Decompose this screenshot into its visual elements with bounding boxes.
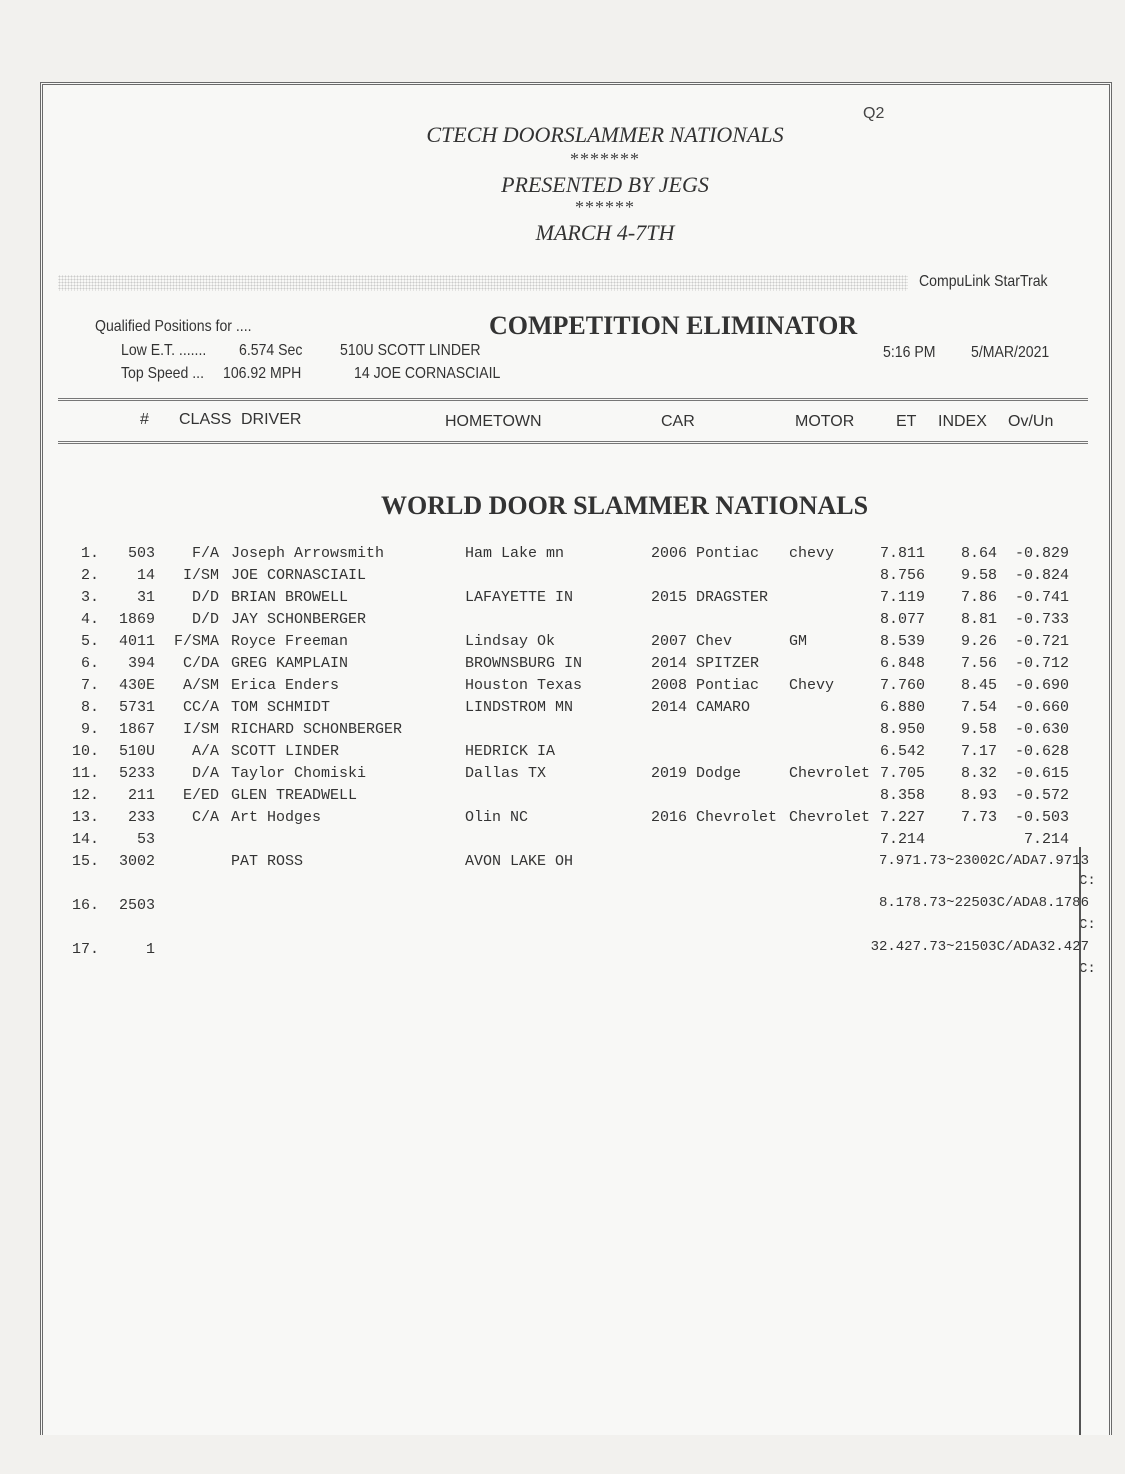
row-index: 9.58 xyxy=(960,567,997,584)
row-position: 4. xyxy=(80,611,99,628)
row-index: 7.17 xyxy=(960,743,997,760)
row-position: 14. xyxy=(71,831,99,848)
row-hometown: Olin NC xyxy=(465,809,529,826)
row-index: 8.81 xyxy=(960,611,997,628)
row-hometown: BROWNSBURG IN xyxy=(465,655,583,672)
row-driver: SCOTT LINDER xyxy=(231,743,340,760)
eliminator-title: COMPETITION ELIMINATOR xyxy=(489,311,858,340)
row-ovun: -0.829 xyxy=(1014,545,1069,562)
row-driver: JOE CORNASCIAIL xyxy=(231,567,367,584)
qualified-label: Qualified Positions for .... xyxy=(95,318,252,335)
col-motor: MOTOR xyxy=(795,413,855,430)
row-driver: Royce Freeman xyxy=(231,633,349,650)
stars-divider: ****** xyxy=(575,197,635,217)
row-car: 2016 Chevrolet xyxy=(651,809,778,826)
corner-code: Q2 xyxy=(863,105,885,122)
row-position: 8. xyxy=(80,699,99,716)
row-ovun: -0.721 xyxy=(1014,633,1069,650)
row-car-number: 31 xyxy=(136,589,155,606)
overflow-marker: C: xyxy=(1079,873,1096,889)
row-class: D/A xyxy=(191,765,219,782)
row-car-number: 503 xyxy=(127,545,155,562)
row-ovun: -0.712 xyxy=(1014,655,1069,672)
row-motor: Chevrolet xyxy=(789,809,871,826)
row-class: A/A xyxy=(191,743,219,760)
row-driver: BRIAN BROWELL xyxy=(231,589,349,606)
row-car: 2007 Chev xyxy=(651,633,733,650)
row-position: 9. xyxy=(80,721,99,738)
row-position: 6. xyxy=(80,655,99,672)
stars-divider: ******* xyxy=(570,149,640,169)
row-index: 9.26 xyxy=(960,633,997,650)
row-car-number: 5233 xyxy=(118,765,155,782)
row-ovun: -0.660 xyxy=(1014,699,1069,716)
row-class: E/ED xyxy=(182,787,219,804)
report-time: 5:16 PM xyxy=(883,344,936,361)
row-position: 10. xyxy=(71,743,99,760)
row-motor: Chevy xyxy=(789,677,835,694)
low-et-label: Low E.T. ....... xyxy=(121,342,207,359)
row-car-number: 5731 xyxy=(118,699,155,716)
presented-by: PRESENTED BY JEGS xyxy=(501,172,709,197)
row-et: 8.539 xyxy=(879,633,925,650)
row-index: 8.45 xyxy=(960,677,997,694)
row-motor: GM xyxy=(789,633,808,650)
row-position: 5. xyxy=(80,633,99,650)
row-class: C/A xyxy=(191,809,219,826)
page-edge-line xyxy=(1079,847,1081,1435)
event-title: CTECH DOORSLAMMER NATIONALS xyxy=(426,122,784,147)
row-position: 17. xyxy=(71,941,99,958)
row-et: 7.811 xyxy=(879,545,925,562)
row-car-number: 1 xyxy=(145,941,155,958)
row-hometown: Lindsay Ok xyxy=(465,633,556,650)
row-car-number: 4011 xyxy=(118,633,155,650)
row-car-number: 1869 xyxy=(118,611,155,628)
dotted-band xyxy=(58,275,908,291)
system-brand: CompuLink StarTrak xyxy=(919,273,1048,290)
row-position: 11. xyxy=(71,765,99,782)
top-speed-car: 14 JOE CORNASCIAIL xyxy=(354,365,501,382)
row-car-number: 510U xyxy=(118,743,155,760)
row-hometown: HEDRICK IA xyxy=(465,743,556,760)
row-driver: Joseph Arrowsmith xyxy=(231,545,385,562)
row-driver: Taylor Chomiski xyxy=(231,765,367,782)
row-class: D/D xyxy=(191,589,219,606)
row-position: 12. xyxy=(71,787,99,804)
row-ovun: -0.741 xyxy=(1014,589,1069,606)
row-class: CC/A xyxy=(182,699,219,716)
row-ovun: 7.214 xyxy=(1023,831,1069,848)
row-et: 7.227 xyxy=(879,809,925,826)
row-driver: GLEN TREADWELL xyxy=(231,787,358,804)
row-et: 8.950 xyxy=(879,721,925,738)
col-class: CLASS xyxy=(179,411,232,428)
row-car-number: 2503 xyxy=(118,897,155,914)
row-et: 6.880 xyxy=(879,699,925,716)
row-driver: RICHARD SCHONBERGER xyxy=(231,721,403,738)
row-driver: GREG KAMPLAIN xyxy=(231,655,349,672)
row-et: 7.760 xyxy=(879,677,925,694)
row-index: 7.54 xyxy=(960,699,997,716)
row-car-number: 53 xyxy=(136,831,155,848)
row-car: 2015 DRAGSTER xyxy=(651,589,769,606)
row-driver: Erica Enders xyxy=(231,677,340,694)
row-position: 13. xyxy=(71,809,99,826)
row-ovun: -0.503 xyxy=(1014,809,1069,826)
row-index: 7.86 xyxy=(960,589,997,606)
row-class: F/SMA xyxy=(173,633,219,650)
low-et-car: 510U SCOTT LINDER xyxy=(340,342,481,359)
row-driver: PAT ROSS xyxy=(231,853,304,870)
row-index: 7.73 xyxy=(960,809,997,826)
row-motor: chevy xyxy=(789,545,835,562)
top-speed-value: 106.92 MPH xyxy=(223,365,302,382)
row-car-number: 394 xyxy=(127,655,155,672)
row-class: F/A xyxy=(191,545,219,562)
row-et: 7.119 xyxy=(879,589,925,606)
row-hometown: Dallas TX xyxy=(465,765,547,782)
row-et: 7.214 xyxy=(879,831,925,848)
row-car-number: 211 xyxy=(127,787,155,804)
row-combined-result: 7.971.73~23002C/ADA7.9713 xyxy=(878,853,1089,869)
row-position: 2. xyxy=(80,567,99,584)
row-index: 8.93 xyxy=(960,787,997,804)
row-ovun: -0.690 xyxy=(1014,677,1069,694)
overflow-marker: C: xyxy=(1079,961,1096,977)
row-ovun: -0.628 xyxy=(1014,743,1069,760)
event-dates: MARCH 4-7TH xyxy=(535,220,675,245)
row-combined-result: 32.427.73~21503C/ADA32.427 xyxy=(870,939,1089,955)
row-car: 2014 SPITZER xyxy=(651,655,760,672)
row-index: 8.32 xyxy=(960,765,997,782)
row-hometown: LINDSTROM MN xyxy=(465,699,574,716)
col-driver: DRIVER xyxy=(241,411,302,428)
row-car-number: 430E xyxy=(118,677,155,694)
row-et: 7.705 xyxy=(879,765,925,782)
top-speed-label: Top Speed ... xyxy=(121,365,204,382)
row-hometown: Houston Texas xyxy=(465,677,583,694)
results-sheet xyxy=(40,82,1112,1435)
row-position: 15. xyxy=(71,853,99,870)
row-et: 8.756 xyxy=(879,567,925,584)
row-ovun: -0.733 xyxy=(1014,611,1069,628)
row-ovun: -0.824 xyxy=(1014,567,1069,584)
row-driver: TOM SCHMIDT xyxy=(231,699,331,716)
col-car: CAR xyxy=(661,413,695,430)
row-et: 8.358 xyxy=(879,787,925,804)
row-index: 8.64 xyxy=(960,545,997,562)
row-car-number: 14 xyxy=(136,567,155,584)
row-hometown: LAFAYETTE IN xyxy=(465,589,574,606)
row-driver: JAY SCHONBERGER xyxy=(231,611,367,628)
row-position: 1. xyxy=(80,545,99,562)
row-car: 2008 Pontiac xyxy=(651,677,760,694)
row-et: 6.848 xyxy=(879,655,925,672)
row-hometown: AVON LAKE OH xyxy=(465,853,574,870)
col-num: # xyxy=(140,411,149,428)
row-car: 2006 Pontiac xyxy=(651,545,760,562)
row-position: 7. xyxy=(80,677,99,694)
row-driver: Art Hodges xyxy=(231,809,322,826)
row-ovun: -0.630 xyxy=(1014,721,1069,738)
row-et: 8.077 xyxy=(879,611,925,628)
row-index: 9.58 xyxy=(960,721,997,738)
col-hometown: HOMETOWN xyxy=(445,413,542,430)
row-position: 3. xyxy=(80,589,99,606)
overflow-marker: C: xyxy=(1079,917,1096,933)
header-rule xyxy=(58,398,1088,401)
row-car-number: 3002 xyxy=(118,853,155,870)
row-position: 16. xyxy=(71,897,99,914)
col-index: INDEX xyxy=(938,413,987,430)
report-date: 5/MAR/2021 xyxy=(971,344,1050,361)
row-car: 2014 CAMARO xyxy=(651,699,751,716)
column-rule xyxy=(58,441,1088,444)
row-combined-result: 8.178.73~22503C/ADA8.1786 xyxy=(878,895,1089,911)
row-car-number: 233 xyxy=(127,809,155,826)
row-class: I/SM xyxy=(182,721,219,738)
col-ovun: Ov/Un xyxy=(1008,413,1054,430)
row-et: 6.542 xyxy=(879,743,925,760)
row-ovun: -0.615 xyxy=(1014,765,1069,782)
row-class: C/DA xyxy=(182,655,219,672)
row-index: 7.56 xyxy=(960,655,997,672)
row-class: I/SM xyxy=(182,567,219,584)
row-class: D/D xyxy=(191,611,219,628)
row-motor: Chevrolet xyxy=(789,765,871,782)
row-car: 2019 Dodge xyxy=(651,765,742,782)
row-car-number: 1867 xyxy=(118,721,155,738)
row-ovun: -0.572 xyxy=(1014,787,1069,804)
row-hometown: Ham Lake mn xyxy=(465,545,565,562)
col-et: ET xyxy=(896,413,917,430)
low-et-value: 6.574 Sec xyxy=(239,342,303,359)
row-class: A/SM xyxy=(182,677,219,694)
section-title: WORLD DOOR SLAMMER NATIONALS xyxy=(381,491,869,520)
